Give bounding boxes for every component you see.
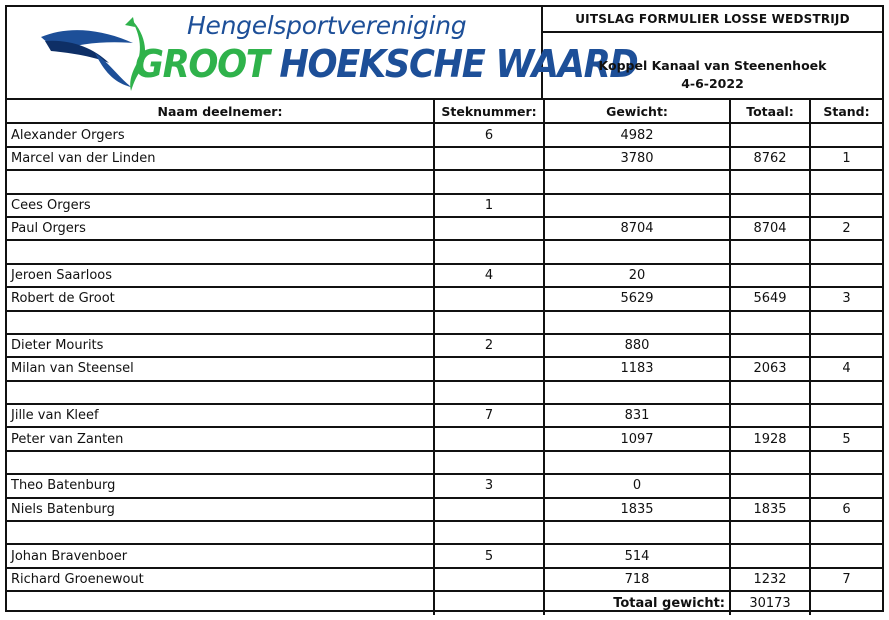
cell-stek: 2 — [434, 334, 544, 357]
cell-weight: 5629 — [544, 287, 730, 310]
total-empty-rank — [810, 591, 882, 614]
table-row — [7, 498, 882, 521]
col-rank-header: Stand: — [810, 100, 882, 123]
cell-rank: 7 — [810, 568, 882, 591]
cell-weight — [544, 451, 730, 474]
cell-name: Jille van Kleef — [7, 404, 434, 427]
table-row — [7, 170, 882, 193]
col-stek-header: Steknummer: — [434, 100, 544, 123]
cell-weight: 514 — [544, 544, 730, 567]
table-row — [7, 404, 882, 427]
cell-rank: 6 — [810, 498, 882, 521]
cell-weight: 1835 — [544, 498, 730, 521]
header-row — [7, 100, 882, 123]
cell-stek — [434, 451, 544, 474]
cell-name: Theo Batenburg — [7, 474, 434, 497]
total-row — [7, 591, 882, 614]
cell-rank: 4 — [810, 357, 882, 380]
club-logo — [7, 7, 638, 98]
results-body — [7, 123, 882, 591]
cell-weight — [544, 240, 730, 263]
table-row — [7, 217, 882, 240]
table-row — [7, 521, 882, 544]
cell-stek — [434, 311, 544, 334]
col-name-header: Naam deelnemer: — [7, 100, 434, 123]
form-header — [7, 7, 882, 100]
cell-name: Marcel van der Linden — [7, 147, 434, 170]
cell-rank — [810, 404, 882, 427]
table-row — [7, 194, 882, 217]
cell-total: 5649 — [730, 287, 810, 310]
cell-total: 1928 — [730, 427, 810, 450]
cell-stek: 7 — [434, 404, 544, 427]
cell-total: 8762 — [730, 147, 810, 170]
cell-stek: 4 — [434, 264, 544, 287]
cell-rank — [810, 381, 882, 404]
table-row — [7, 334, 882, 357]
cell-weight: 1183 — [544, 357, 730, 380]
cell-total — [730, 194, 810, 217]
col-weight-header: Gewicht: — [544, 100, 730, 123]
cell-name: Alexander Orgers — [7, 123, 434, 146]
cell-stek — [434, 147, 544, 170]
table-row — [7, 474, 882, 497]
cell-name — [7, 170, 434, 193]
cell-total — [730, 240, 810, 263]
cell-name: Jeroen Saarloos — [7, 264, 434, 287]
cell-stek: 5 — [434, 544, 544, 567]
cell-total — [730, 264, 810, 287]
cell-total — [730, 451, 810, 474]
cell-name: Cees Orgers — [7, 194, 434, 217]
cell-rank — [810, 334, 882, 357]
table-row — [7, 381, 882, 404]
total-weight-label: Totaal gewicht: — [544, 591, 730, 614]
club-name-blue: HOEKSCHE WAARD — [279, 42, 638, 86]
cell-stek — [434, 381, 544, 404]
cell-weight — [544, 170, 730, 193]
cell-name: Richard Groenewout — [7, 568, 434, 591]
table-row — [7, 287, 882, 310]
cell-name: Niels Batenburg — [7, 498, 434, 521]
cell-rank — [810, 170, 882, 193]
table-row — [7, 451, 882, 474]
results-form — [5, 5, 884, 612]
cell-stek: 6 — [434, 123, 544, 146]
cell-name — [7, 521, 434, 544]
cell-stek — [434, 568, 544, 591]
cell-name — [7, 240, 434, 263]
table-row — [7, 147, 882, 170]
cell-weight: 4982 — [544, 123, 730, 146]
cell-total — [730, 521, 810, 544]
cell-rank — [810, 264, 882, 287]
cell-rank: 1 — [810, 147, 882, 170]
cell-stek — [434, 170, 544, 193]
total-empty-stek — [434, 591, 544, 614]
cell-weight: 718 — [544, 568, 730, 591]
cell-stek — [434, 357, 544, 380]
cell-rank: 5 — [810, 427, 882, 450]
cell-name: Dieter Mourits — [7, 334, 434, 357]
table-row — [7, 123, 882, 146]
cell-stek — [434, 521, 544, 544]
table-row — [7, 544, 882, 567]
cell-rank — [810, 521, 882, 544]
table-row — [7, 240, 882, 263]
results-table — [7, 100, 882, 615]
cell-name: Johan Bravenboer — [7, 544, 434, 567]
cell-weight: 1097 — [544, 427, 730, 450]
col-total-header: Totaal: — [730, 100, 810, 123]
cell-rank — [810, 123, 882, 146]
cell-total — [730, 123, 810, 146]
table-row — [7, 311, 882, 334]
cell-weight — [544, 381, 730, 404]
cell-weight — [544, 311, 730, 334]
cell-weight: 0 — [544, 474, 730, 497]
cell-rank — [810, 311, 882, 334]
event-name: Koppel Kanaal van Steenenhoek — [598, 58, 827, 73]
total-weight-value: 30173 — [730, 591, 810, 614]
cell-weight: 831 — [544, 404, 730, 427]
cell-name — [7, 311, 434, 334]
event-info — [543, 7, 882, 98]
cell-rank — [810, 544, 882, 567]
event-date: 4-6-2022 — [681, 76, 744, 91]
cell-weight — [544, 521, 730, 544]
cell-stek: 1 — [434, 194, 544, 217]
cell-name: Paul Orgers — [7, 217, 434, 240]
table-row — [7, 264, 882, 287]
cell-stek: 3 — [434, 474, 544, 497]
table-row — [7, 568, 882, 591]
form-title: UITSLAG FORMULIER LOSSE WEDSTRIJD — [543, 7, 882, 33]
cell-stek — [434, 240, 544, 263]
cell-total — [730, 311, 810, 334]
cell-name: Milan van Steensel — [7, 357, 434, 380]
cell-weight: 880 — [544, 334, 730, 357]
cell-weight: 3780 — [544, 147, 730, 170]
table-row — [7, 427, 882, 450]
cell-total — [730, 334, 810, 357]
cell-rank — [810, 194, 882, 217]
cell-weight — [544, 194, 730, 217]
cell-weight: 8704 — [544, 217, 730, 240]
table-row — [7, 357, 882, 380]
cell-name: Peter van Zanten — [7, 427, 434, 450]
cell-rank — [810, 474, 882, 497]
cell-total — [730, 544, 810, 567]
cell-rank — [810, 240, 882, 263]
cell-stek — [434, 217, 544, 240]
cell-name — [7, 451, 434, 474]
cell-name: Robert de Groot — [7, 287, 434, 310]
cell-stek — [434, 498, 544, 521]
cell-total — [730, 170, 810, 193]
cell-rank — [810, 451, 882, 474]
cell-total — [730, 381, 810, 404]
cell-weight: 20 — [544, 264, 730, 287]
cell-total — [730, 404, 810, 427]
cell-rank: 2 — [810, 217, 882, 240]
cell-total: 1835 — [730, 498, 810, 521]
total-empty-name — [7, 591, 434, 614]
club-name-top: Hengelsportvereniging — [187, 11, 467, 40]
cell-name — [7, 381, 434, 404]
cell-total: 2063 — [730, 357, 810, 380]
club-name-green: GROOT — [135, 42, 269, 86]
cell-rank: 3 — [810, 287, 882, 310]
cell-total — [730, 474, 810, 497]
cell-stek — [434, 287, 544, 310]
cell-total: 1232 — [730, 568, 810, 591]
cell-total: 8704 — [730, 217, 810, 240]
cell-stek — [434, 427, 544, 450]
